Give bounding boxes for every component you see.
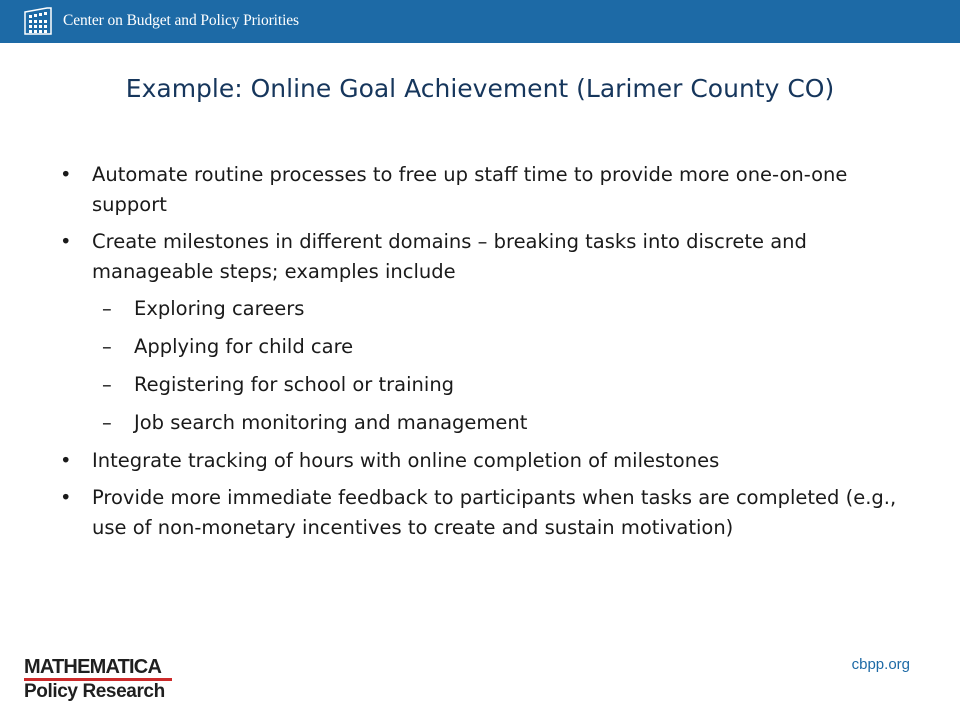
mathematica-logo (24, 656, 174, 702)
dash-icon: – (102, 373, 112, 396)
bullet-text: Create milestones in different domains – breaking tasks into discrete and manageable steps; examples include (92, 230, 807, 283)
dash-icon: – (102, 335, 112, 358)
sub-bullet-item (92, 370, 900, 400)
sub-bullet-text: Applying for child care (134, 335, 354, 358)
bullet-dot-icon: • (60, 230, 72, 253)
logo-line2: Policy Research (24, 681, 165, 702)
dash-icon: – (102, 411, 112, 434)
bullet-text: Automate routine processes to free up staff time to provide more one-on-one support (92, 163, 848, 216)
bullet-dot-icon: • (60, 449, 72, 472)
footer-url: cbpp.org (851, 656, 910, 673)
bullet-item (60, 227, 900, 438)
bullet-item (60, 160, 900, 220)
bullet-text: Provide more immediate feedback to participants when tasks are completed (e.g., use of non-monetary incentives to create and sustain motivation) (92, 486, 897, 539)
cbpp-building-grid-icon (23, 6, 53, 36)
sub-bullet-text: Job search monitoring and management (134, 411, 528, 434)
logo-line1: MATHEMATICA (24, 656, 162, 678)
sub-bullet-text: Registering for school or training (134, 373, 455, 396)
sub-bullet-item (92, 332, 900, 362)
dash-icon: – (102, 297, 112, 320)
bullet-dot-icon: • (60, 486, 72, 509)
header-bar (0, 0, 960, 43)
slide-title: Example: Online Goal Achievement (Larimer County CO) (125, 74, 835, 103)
sub-bullet-item (92, 408, 900, 438)
org-name: Center on Budget and Policy Priorities (63, 12, 299, 29)
bullet-list (60, 160, 900, 550)
bullet-text: Integrate tracking of hours with online completion of milestones (92, 449, 720, 472)
bullet-dot-icon: • (60, 163, 72, 186)
sub-bullet-list (92, 294, 900, 438)
bullet-item (60, 483, 900, 543)
sub-bullet-item (92, 294, 900, 324)
sub-bullet-text: Exploring careers (134, 297, 305, 320)
bullet-item (60, 446, 900, 476)
